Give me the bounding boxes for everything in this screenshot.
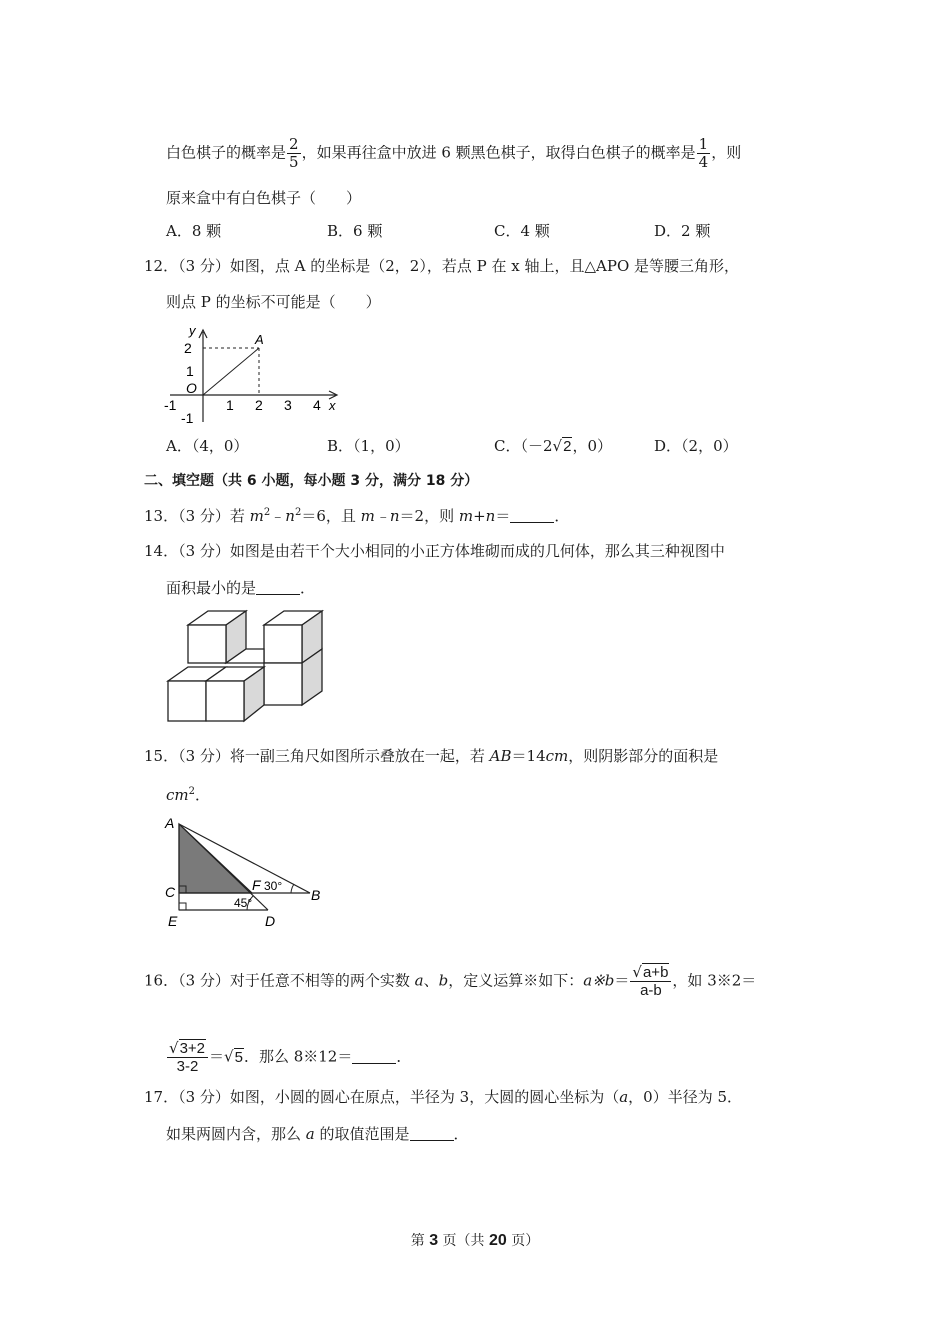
q11-option-c[interactable]: C．4 颗 (494, 222, 550, 240)
page-footer (0, 1230, 950, 1250)
q13-var-n: n (285, 507, 295, 525)
cube-front-face (206, 681, 244, 721)
q13-mid2: ＝2，则 (399, 507, 459, 525)
q12-ytick-2: 2 (184, 340, 192, 356)
q16-text-d: ．那么 8※12＝ (243, 1047, 353, 1066)
q11-text-a: 白色棋子的概率是 (166, 143, 287, 162)
q12-xtick-1: 1 (226, 397, 234, 413)
q15-cm: cm (545, 747, 569, 765)
q15-label-45: 45° (234, 896, 253, 910)
q16-var-b: b (438, 971, 449, 990)
q15-end: ． (195, 786, 211, 804)
q13-mid: ＝6，且 (301, 507, 361, 525)
q14-line2-text: 面积最小的是 (166, 579, 257, 597)
cube-front-face (188, 625, 226, 663)
footer-page-number: 3 (429, 1232, 439, 1249)
q13-sup1: 2 (263, 507, 271, 518)
q12-ytick-1: 1 (186, 363, 194, 379)
cube-front-face (264, 663, 302, 705)
q15-triangle-figure (160, 810, 335, 935)
q16-ex-eq: ＝ (209, 1047, 225, 1066)
q16-eq: ＝ (614, 971, 630, 990)
q15-angle-arc-30 (291, 884, 294, 893)
q11-fraction-1 (287, 136, 301, 171)
q14-end: ． (300, 579, 316, 597)
q11-frac2-num: 1 (698, 135, 709, 153)
q14-line1: 14．（3 分）如图是由若干个大小相同的小正方体堆砌而成的几何体，那么其三种视图中 (144, 542, 725, 560)
q16-text-a: 16．（3 分）对于任意不相等的两个实数 (144, 971, 415, 990)
q13-end: ． (554, 507, 570, 525)
footer-total-pages: 20 (489, 1232, 507, 1249)
q11-option-b[interactable]: B．6 颗 (327, 222, 383, 240)
q12-option-c-text: C．（－2 (494, 437, 553, 455)
q12-option-c[interactable] (494, 436, 612, 457)
q11-line1 (166, 136, 741, 171)
q16-line2 (166, 1040, 411, 1075)
q14-answer-blank[interactable] (256, 580, 300, 595)
q13-ask: m+n (458, 507, 496, 525)
q16-var-a: a (414, 971, 424, 990)
q17-text-c: 如果两圆内含，那么 (166, 1125, 306, 1143)
q17-text-b: ，0）半径为 5． (628, 1088, 743, 1106)
q17-text-d: 的取值范围是 (314, 1125, 410, 1143)
q13-var-m: m (249, 507, 264, 525)
q15-line1 (144, 746, 718, 766)
q15-text-a: 15．（3 分）将一副三角尺如图所示叠放在一起，若 (144, 747, 490, 765)
q12-point-a-label: A (255, 332, 264, 347)
q11-fraction-2 (697, 136, 711, 171)
q16-def-sqrt-icon: √ (632, 963, 642, 981)
q11-option-d[interactable]: D．2 颗 (654, 222, 711, 240)
q12-origin-label: O (186, 380, 197, 396)
q15-label-d: D (265, 913, 276, 929)
q16-op: a※b (583, 971, 615, 990)
q16-end: ． (396, 1047, 412, 1066)
q12-ytick-neg1: -1 (181, 410, 194, 426)
q15-line2 (166, 785, 210, 805)
q12-segment-oa (203, 348, 259, 395)
q15-text-c: ，则阴影部分的面积是 (568, 747, 719, 765)
q13-answer-blank[interactable] (510, 508, 554, 523)
q16-ex-num (167, 1040, 208, 1058)
q16-ex-root: 5 (234, 1048, 243, 1066)
q12-option-c-sqrt-icon: √ (552, 437, 563, 455)
q11-text-b: ，如果再往盒中放进 6 颗黑色棋子，取得白色棋子的概率是 (301, 143, 696, 162)
q12-xtick-4: 4 (313, 397, 321, 413)
q16-sep: 、 (423, 971, 439, 990)
q13-cond: m﹣n (360, 507, 400, 525)
q17-end: ． (453, 1125, 469, 1143)
q17-var-a: a (619, 1088, 629, 1106)
q11-frac1-num: 2 (289, 135, 299, 153)
footer-mid: 页（共 (438, 1233, 489, 1249)
q16-line1 (144, 964, 756, 999)
q11-option-a[interactable]: A．8 颗 (166, 222, 222, 240)
q17-text-a: 17．（3 分）如图，小圆的圆心在原点，半径为 3，大圆的圆心坐标为（ (144, 1088, 620, 1106)
q14-line2 (166, 578, 315, 598)
q12-xtick-3: 3 (284, 397, 292, 413)
q15-unit-sup: 2 (188, 786, 195, 797)
q13-prefix: 13．（3 分）若 (144, 507, 250, 525)
footer-pre: 第 (410, 1233, 430, 1249)
q12-line2: 则点 P 的坐标不可能是（ ） (166, 293, 381, 311)
q12-x-label: x (329, 398, 336, 413)
q16-def-den: a-b (640, 982, 662, 999)
q15-label-a: A (165, 815, 175, 831)
q13-tail: ＝ (495, 507, 511, 525)
q16-root-sqrt-icon: √ (224, 1047, 234, 1066)
q16-definition-fraction (630, 964, 671, 999)
q14-cube-figure (160, 605, 330, 730)
q12-option-a[interactable]: A．（4，0） (166, 437, 249, 455)
q17-line2 (166, 1124, 469, 1144)
q11-line2: 原来盒中有白色棋子（ ） (166, 189, 362, 207)
q12-xtick-2: 2 (255, 397, 263, 413)
q12-option-b[interactable]: B．（1，0） (327, 437, 410, 455)
q12-xtick-neg1: -1 (164, 397, 177, 413)
q11-frac2-den: 4 (698, 153, 709, 171)
q16-text-c: ，如 3※2＝ (672, 971, 757, 990)
q11-text-c: ，则 (711, 143, 742, 162)
q13-sup2: 2 (294, 507, 302, 518)
footer-post: 页） (506, 1233, 540, 1249)
q15-right-angle-e (179, 903, 186, 910)
q17-var-a-2: a (305, 1125, 315, 1143)
cube-front-face (264, 625, 302, 663)
q12-coordinate-figure (160, 320, 345, 430)
q12-option-d[interactable]: D．（2，0） (654, 437, 738, 455)
q15-ab: AB (489, 747, 512, 765)
q16-answer-blank[interactable] (352, 1049, 396, 1064)
q13-line (144, 506, 569, 526)
q12-option-c-tail: ，0） (572, 437, 612, 455)
q15-label-30: 30° (264, 879, 283, 893)
q16-text-b: ，定义运算※如下： (448, 971, 584, 990)
q15-label-e: E (168, 913, 178, 929)
q15-label-b: B (311, 887, 321, 903)
q16-def-radicand: a+b (642, 964, 669, 981)
q16-ex-den: 3-2 (176, 1058, 199, 1075)
q12-y-label: y (189, 323, 196, 338)
q17-line1 (144, 1087, 742, 1107)
q12-line1: 12．（3 分）如图，点 A 的坐标是（2，2），若点 P 在 x 轴上，且△APO 是等腰三角形， (144, 257, 740, 275)
q12-option-c-radicand: 2 (563, 438, 572, 455)
q13-minus: ﹣ (270, 507, 286, 525)
q16-ex-sqrt-icon: √ (169, 1039, 179, 1057)
q16-ex-radicand: 3+2 (179, 1040, 206, 1057)
cube-front-face (168, 681, 206, 721)
q11-frac1-den: 5 (289, 153, 299, 171)
section-heading: 二、填空题（共 6 小题，每小题 3 分，满分 18 分） (144, 473, 479, 489)
q15-unit: cm (166, 786, 189, 804)
q16-def-num (630, 964, 671, 982)
q15-label-f: F (252, 877, 261, 893)
q16-example-fraction (167, 1040, 208, 1075)
q15-text-b: ＝14 (511, 747, 546, 765)
q17-answer-blank[interactable] (410, 1126, 454, 1141)
q15-label-c: C (165, 884, 176, 900)
